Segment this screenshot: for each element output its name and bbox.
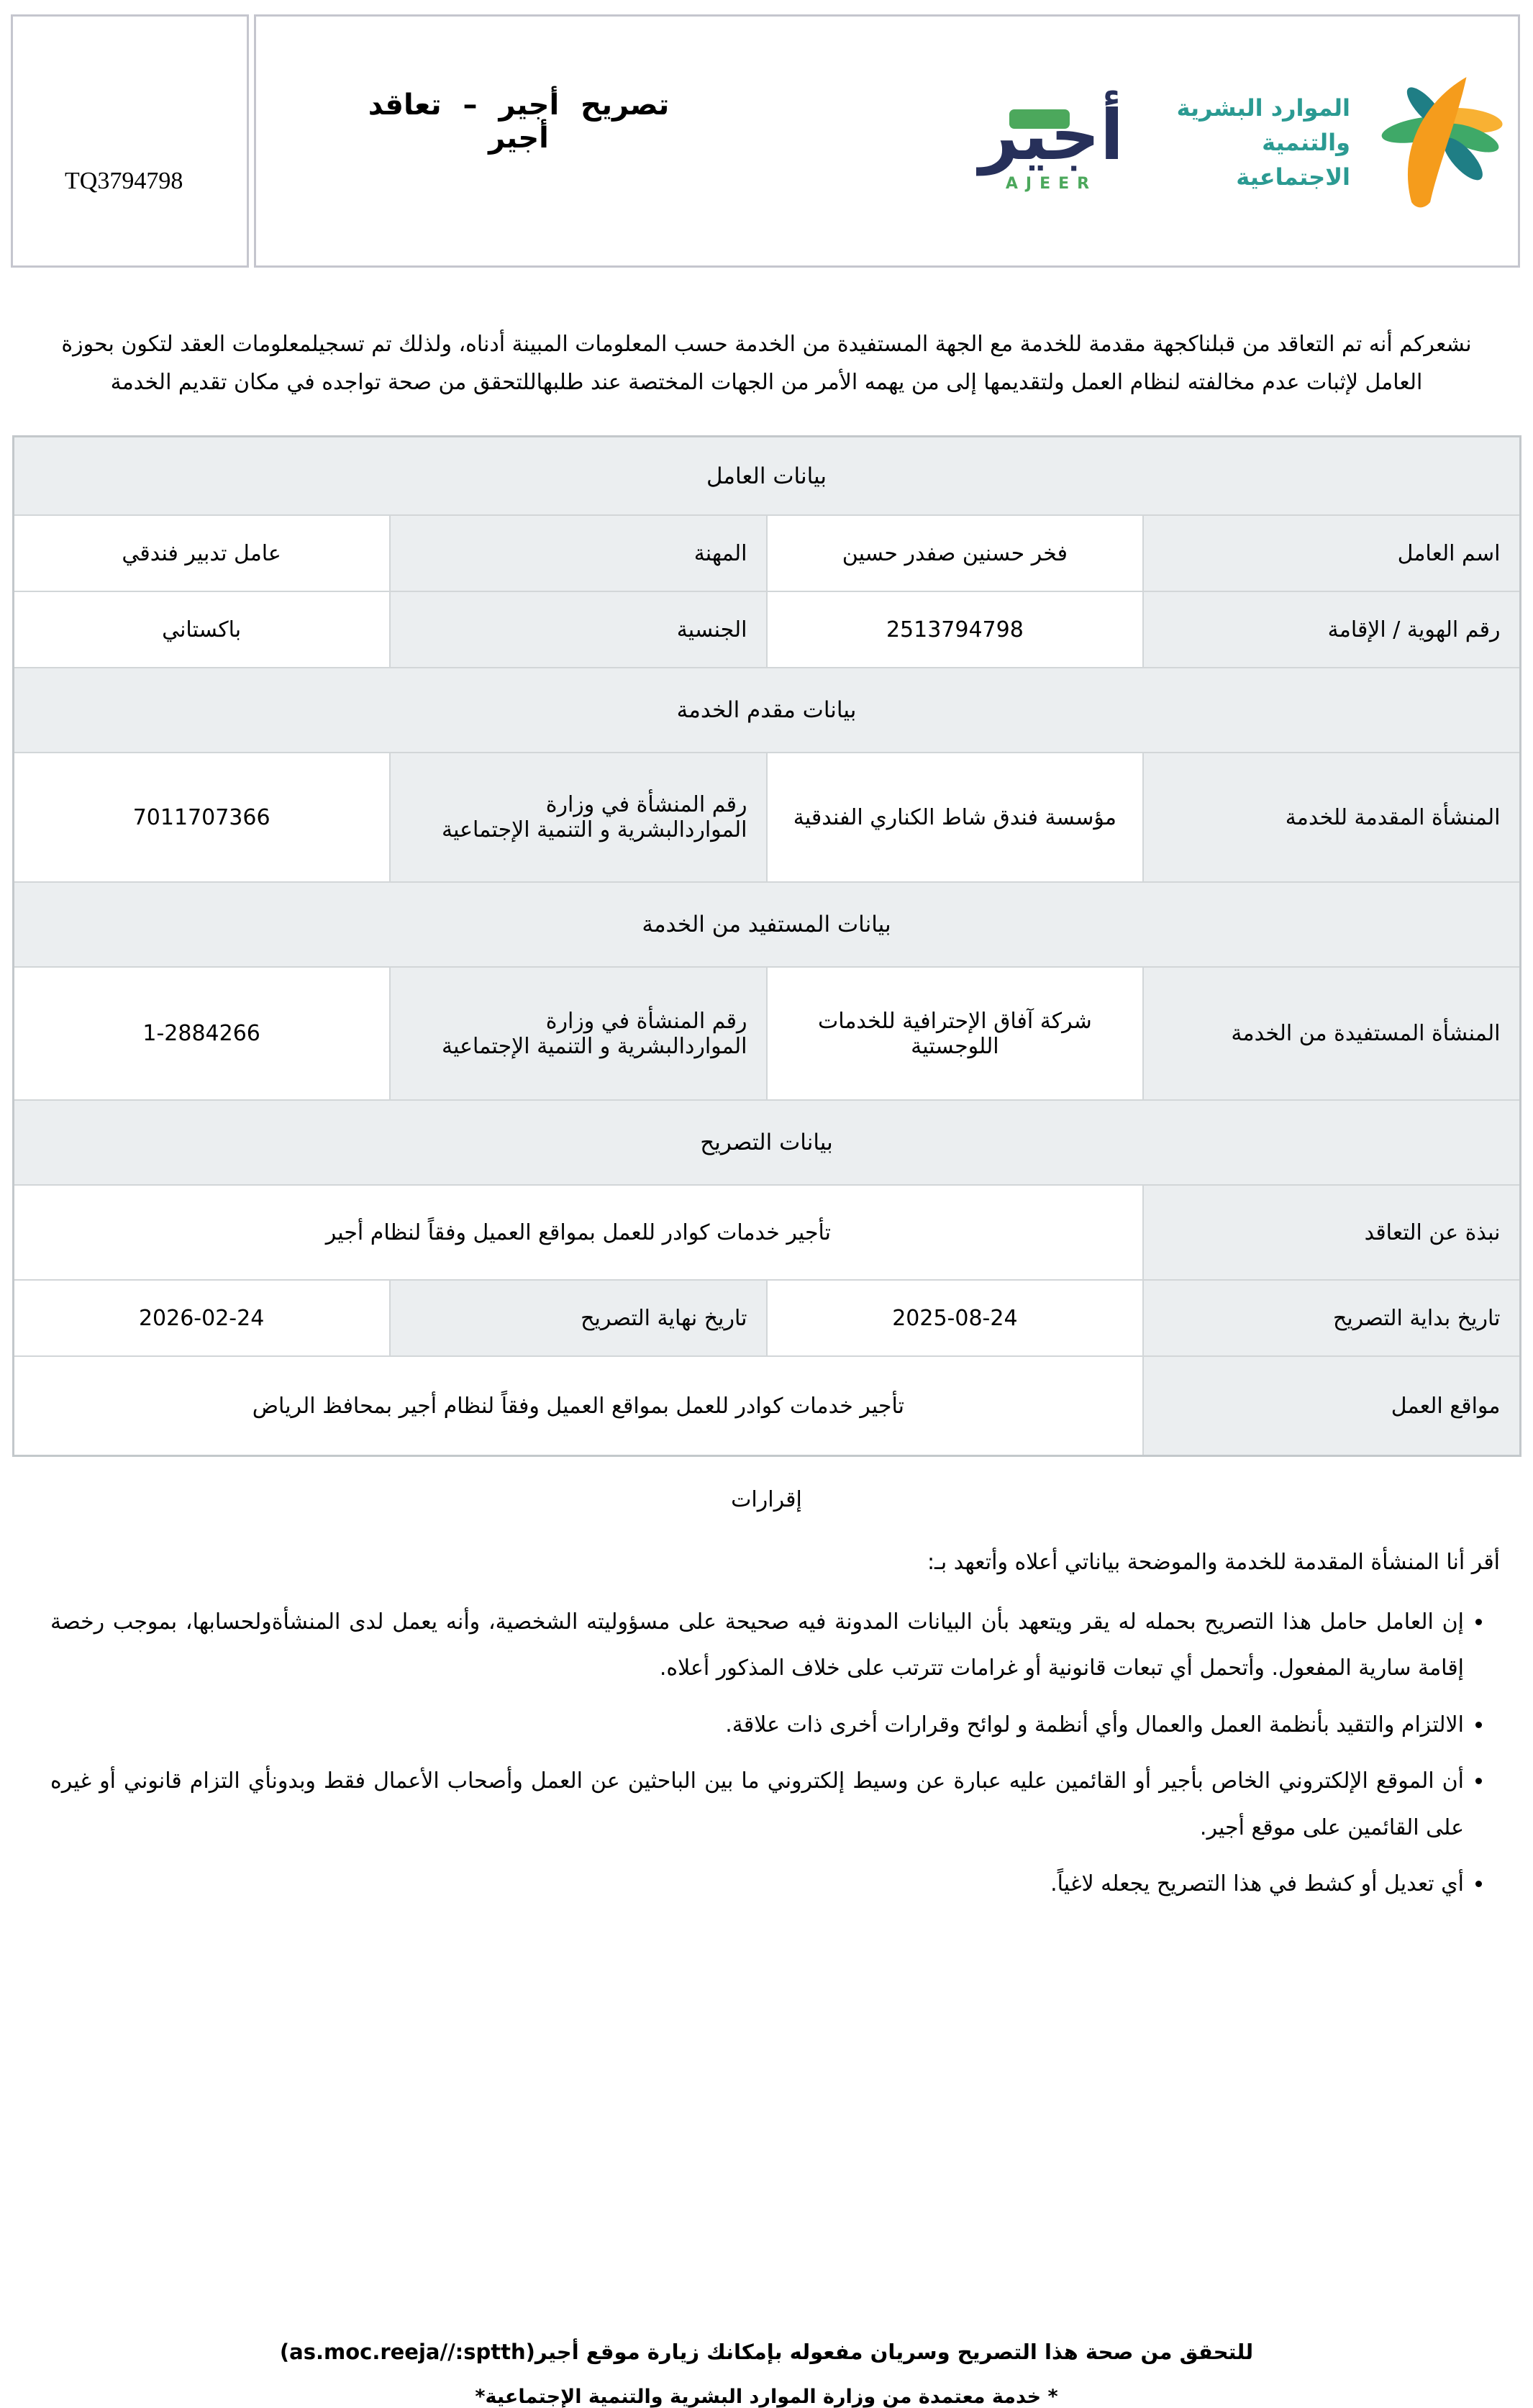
ministry-logo-text — [1151, 91, 1350, 194]
work-locations-label: مواقع العمل — [1143, 1356, 1520, 1455]
permit-end-date-label: تاريخ نهاية التصريح — [390, 1280, 767, 1356]
id-number-value: 2513794798 — [886, 617, 1024, 642]
provider-number-label: رقم المنشأة في وزارة المواردالبشرية و التنمية الإجتماعية — [390, 753, 767, 882]
worker-name-value: فخر حسنين صفدر حسين — [767, 515, 1144, 591]
header-right-box — [254, 14, 1520, 268]
header-logos — [979, 45, 1518, 240]
ajeer-logo — [979, 92, 1124, 194]
row-provider — [13, 753, 1520, 882]
profession-value: عامل تدبير فندقي — [13, 515, 390, 591]
beneficiary-number-value: 1-2884266 — [142, 1021, 260, 1047]
beneficiary-establishment-value: شركة آفاق الإحترافية للخدمات اللوجستية — [767, 967, 1144, 1100]
header-left-box — [11, 14, 249, 268]
permit-data-table — [12, 435, 1521, 1457]
document-number: TQ3794798 — [65, 168, 183, 194]
row-work-locations — [13, 1356, 1520, 1455]
declarations-list — [50, 1599, 1464, 1908]
row-worker-name — [13, 515, 1520, 591]
work-locations-value: تأجير خدمات كوادر للعمل بمواقع العميل وفقاً لنظام أجير بمحافظ الرياض — [13, 1356, 1143, 1455]
footer-approved-line: * خدمة معتمدة من وزارة الموارد البشرية والتنمية الإجتماعية* — [475, 2385, 1058, 2408]
ministry-logo-text-line1: الموارد البشرية — [1176, 94, 1350, 122]
row-worker-id — [13, 591, 1520, 668]
declaration-item: • أن الموقع الإلكتروني الخاص بأجير أو القائمين عليه عبارة عن وسيط إلكتروني ما بين الباحثين عن العمل وأصحاب الأعمال فقط وبدونأي التزام قانوني أو غيره على القائمين على موقع أجير. — [50, 1758, 1464, 1851]
intro-paragraph: نشعركم أنه تم التعاقد من قبلناكجهة مقدمة للخدمة مع الجهة المستفيدة من الخدمة حسب المعلومات المبينة أدناه، ولذلك تم تسجيلمعلومات العقد لتكون بحوزة العامل لإثبات عدم مخالفته لنظام العمل ولتقديمها إلى من يهمه الأمر من الجهات المختصة عند طلبهاللتحقق من صحة تواجده في مكان تقديم الخدمة — [61, 332, 1472, 396]
row-contract-summary — [13, 1185, 1520, 1280]
beneficiary-number-label: رقم المنشأة في وزارة المواردالبشرية و التنمية الإجتماعية — [390, 967, 767, 1100]
footer-verify-url: (as.moc.reeja//:sptth) — [279, 2339, 535, 2364]
section-header-permit — [13, 1100, 1520, 1185]
profession-label: المهنة — [390, 515, 767, 591]
ministry-logo-text-line2: والتنمية الاجتماعية — [1236, 129, 1350, 191]
row-permit-dates — [13, 1280, 1520, 1356]
ministry-emblem-svg — [1378, 71, 1518, 212]
declarations-title: إقرارات — [731, 1486, 802, 1512]
contract-summary-label: نبذة عن التعاقد — [1143, 1185, 1520, 1280]
permit-end-date-value: 2026-02-24 — [138, 1305, 265, 1331]
section-title-beneficiary: بيانات المستفيد من الخدمة — [13, 882, 1520, 967]
declaration-item: • أي تعديل أو كشط في هذا التصريح يجعله لاغياً. — [50, 1861, 1464, 1908]
ajeer-logo-latin-wordmark: AJEER — [1005, 175, 1098, 194]
ministry-emblem-icon — [1378, 71, 1518, 214]
provider-number-value: 7011707366 — [132, 804, 270, 830]
beneficiary-establishment-label: المنشأة المستفيدة من الخدمة — [1143, 967, 1520, 1100]
permit-start-date-value: 2025-08-24 — [892, 1305, 1018, 1331]
page-title: تصريح أجير – تعاقد أجير — [368, 88, 670, 155]
provider-establishment-value: مؤسسة فندق شاط الكناري الفندقية — [767, 753, 1144, 882]
declaration-item: • الالتزام والتقيد بأنظمة العمل والعمال وأي أنظمة و لوائح وقرارات أخرى ذات علاقة. — [50, 1702, 1464, 1749]
permit-start-date-label: تاريخ بداية التصريح — [1143, 1280, 1520, 1356]
nationality-label: الجنسية — [390, 591, 767, 668]
id-number-label: رقم الهوية / الإقامة — [1143, 591, 1520, 668]
contract-summary-value: تأجير خدمات كوادر للعمل بمواقع العميل وفقاً لنظام أجير — [13, 1185, 1143, 1280]
section-header-worker — [13, 436, 1520, 515]
provider-establishment-label: المنشأة المقدمة للخدمة — [1143, 753, 1520, 882]
footer-verify-text: للتحقق من صحة هذا التصريح وسريان مفعوله بإمكانك زيارة موقع أجير — [534, 2339, 1254, 2364]
section-title-permit: بيانات التصريح — [13, 1100, 1520, 1185]
section-header-beneficiary — [13, 882, 1520, 967]
row-beneficiary — [13, 967, 1520, 1100]
declarations-intro: أقر أنا المنشأة المقدمة للخدمة والموضحة بياناتي أعلاه وأتعهد بـ: — [927, 1549, 1500, 1575]
section-header-provider — [13, 668, 1520, 753]
ajeer-logo-arabic-wordmark: أجير — [979, 94, 1124, 176]
nationality-value: باكستاني — [13, 591, 390, 668]
section-title-worker: بيانات العامل — [13, 436, 1520, 515]
footer-verify-line — [0, 2340, 1533, 2364]
section-title-provider: بيانات مقدم الخدمة — [13, 668, 1520, 753]
document-footer — [0, 2340, 1533, 2408]
declaration-item: • إن العامل حامل هذا التصريح بحمله له يقر ويتعهد بأن البيانات المدونة فيه صحيحة على مسؤوليته الشخصية، وأنه يعمل لدى المنشأةولحسابها، بموجب رخصة إقامة سارية المفعول. وأتحمل أي تبعات قانونية أو غرامات تترتب على خلاف المذكور أعلاه. — [50, 1599, 1464, 1692]
worker-name-label: اسم العامل — [1143, 515, 1520, 591]
